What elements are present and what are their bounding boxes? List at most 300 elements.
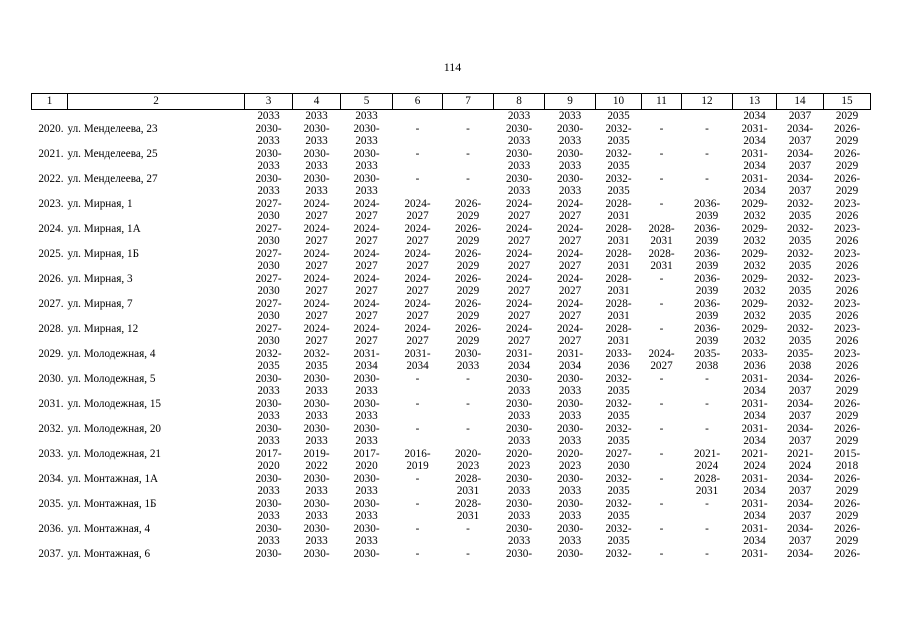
table-cell: 2027 xyxy=(558,310,582,322)
table-cell: 2030- xyxy=(255,122,282,135)
table-cell: - xyxy=(466,372,470,385)
table-cell: 2019- xyxy=(303,447,330,460)
table-cell: - xyxy=(659,172,664,185)
row-number: 2034. xyxy=(38,472,64,485)
column-header: 4 xyxy=(293,94,341,110)
table-cell: 2033 xyxy=(257,410,280,422)
row-address-empty xyxy=(68,285,245,298)
table-cell: 2024- xyxy=(353,247,380,260)
table-cell: 2035 xyxy=(607,410,630,422)
table-cell: 2033 xyxy=(305,110,328,122)
table-cell: 2027- xyxy=(255,247,282,260)
table-cell xyxy=(393,535,443,548)
table-row-continuation xyxy=(32,310,871,323)
table-row-continuation xyxy=(32,485,871,498)
table-cell: 2033 xyxy=(558,485,582,497)
table-cell: 2024- xyxy=(505,197,533,210)
table-cell: 2030- xyxy=(556,147,584,160)
table-cell: 2024- xyxy=(556,297,584,310)
table-cell: 2027 xyxy=(558,260,582,272)
column-header: 12 xyxy=(682,94,733,110)
table-cell: 2033 xyxy=(305,535,328,547)
table-cell: 2034- xyxy=(786,122,814,135)
column-header: 8 xyxy=(494,94,545,110)
table-cell: 2033 xyxy=(355,510,378,522)
table-cell: 2033 xyxy=(355,410,378,422)
row-address: ул. Монтажная, 1Б xyxy=(67,497,157,510)
table-cell: 2026- xyxy=(454,247,482,260)
table-cell: 2036- xyxy=(693,272,721,285)
table-cell: 2032 xyxy=(743,310,766,322)
table-cell: 2023- xyxy=(833,297,861,310)
table-cell xyxy=(393,410,443,423)
table-cell: 2022 xyxy=(305,460,328,472)
table-row xyxy=(32,123,871,136)
table-cell: 2027 xyxy=(406,260,429,272)
table-cell: 2035- xyxy=(693,347,721,360)
table-cell: 2030- xyxy=(556,172,584,185)
row-number: 2020. xyxy=(38,122,64,135)
table-cell xyxy=(642,110,682,123)
table-cell: - xyxy=(659,472,664,485)
table-cell: - xyxy=(659,372,664,385)
table-cell: 2033- xyxy=(605,347,632,360)
table-cell: 2020 xyxy=(257,460,280,472)
table-cell: 2024- xyxy=(505,297,533,310)
table-cell xyxy=(642,135,682,148)
row-number: 2026. xyxy=(38,272,64,285)
table-cell: 2033 xyxy=(507,135,531,147)
table-cell: 2030- xyxy=(303,522,330,535)
table-cell: 2031 xyxy=(607,285,630,297)
table-cell: - xyxy=(659,522,664,535)
table-cell: 2030- xyxy=(353,397,380,410)
table-row-continuation xyxy=(32,385,871,398)
table-cell: 2031 xyxy=(607,210,630,222)
table-row-continuation xyxy=(32,160,871,173)
table-row-continuation xyxy=(32,460,871,473)
table-cell: 2024 xyxy=(788,460,812,472)
table-cell: 2030- xyxy=(353,497,380,510)
table-cell: - xyxy=(415,122,420,135)
table-cell: 2027- xyxy=(255,272,282,285)
table-cell: 2032- xyxy=(605,122,632,135)
table-cell: 2033 xyxy=(305,185,328,197)
table-cell: - xyxy=(659,147,664,160)
table-cell: 2027 xyxy=(355,210,378,222)
table-cell: 2033 xyxy=(507,535,531,547)
table-cell: 2035 xyxy=(607,185,630,197)
table-cell: - xyxy=(705,372,709,385)
column-header: 6 xyxy=(393,94,443,110)
row-address-empty xyxy=(68,310,245,323)
table-cell: 2031 xyxy=(650,235,673,247)
table-cell: 2033 xyxy=(305,485,328,497)
table-cell: 2030- xyxy=(303,122,330,135)
table-cell: 2029 xyxy=(456,210,480,222)
table-cell: 2039 xyxy=(695,310,719,322)
row-number-empty xyxy=(32,310,68,323)
table-cell: 2034- xyxy=(786,547,814,560)
table-cell: 2017- xyxy=(353,447,380,460)
table-cell: 2034 xyxy=(743,185,766,197)
row-number-empty xyxy=(32,260,68,273)
table-cell: 2031 xyxy=(650,260,673,272)
table-cell: - xyxy=(466,547,470,560)
table-cell: 2033 xyxy=(507,160,531,172)
row-address-empty xyxy=(68,235,245,248)
table-cell: 2024 xyxy=(743,460,766,472)
table-cell: 2030 xyxy=(607,460,630,472)
table-cell: 2039 xyxy=(695,235,719,247)
table-cell xyxy=(682,410,733,423)
row-address: ул. Мирная, 1 xyxy=(67,197,133,210)
table-cell: 2033 xyxy=(507,110,531,122)
table-cell: 2026- xyxy=(833,172,861,185)
table-cell: 2039 xyxy=(695,260,719,272)
row-number: 2033. xyxy=(38,447,64,460)
table-cell: 2033 xyxy=(355,535,378,547)
table-cell xyxy=(393,185,443,198)
table-cell: 2029- xyxy=(741,322,768,335)
table-cell: 2027 xyxy=(305,310,328,322)
table-cell: 2037 xyxy=(788,110,812,122)
table-cell: 2033 xyxy=(507,510,531,522)
table-cell: 2030- xyxy=(556,397,584,410)
column-header: 14 xyxy=(777,94,824,110)
table-cell: 2023- xyxy=(833,222,861,235)
table-row xyxy=(32,423,871,436)
table-cell: 2031 xyxy=(456,510,480,522)
table-cell: 2031- xyxy=(741,147,768,160)
table-cell: 2027 xyxy=(507,285,531,297)
row-number: 2028. xyxy=(38,322,64,335)
table-cell: 2026- xyxy=(454,197,482,210)
row-number-empty xyxy=(32,460,68,473)
table-cell: 2026- xyxy=(454,322,482,335)
table-cell: 2029 xyxy=(456,285,480,297)
table-cell: 2033 xyxy=(355,135,378,147)
table-cell: 2032- xyxy=(605,422,632,435)
row-address: ул. Молодежная, 20 xyxy=(67,422,162,435)
table-cell: 2032- xyxy=(605,372,632,385)
table-cell: 2024- xyxy=(303,322,330,335)
table-row xyxy=(32,198,871,211)
table-cell xyxy=(443,410,494,423)
table-cell: 2030- xyxy=(353,122,380,135)
table-cell: 2030- xyxy=(255,372,282,385)
table-cell: 2027 xyxy=(305,235,328,247)
table-cell xyxy=(443,110,494,123)
table-cell: - xyxy=(415,372,420,385)
table-cell: 2031- xyxy=(741,497,768,510)
table-cell: 2037 xyxy=(788,385,812,397)
table-cell: 2033 xyxy=(257,485,280,497)
table-cell: 2030- xyxy=(505,397,533,410)
table-cell: 2034 xyxy=(743,160,766,172)
table-row-continuation xyxy=(32,110,871,123)
table-cell: 2027 xyxy=(305,210,328,222)
table-cell: 2026- xyxy=(833,147,861,160)
table-row xyxy=(32,298,871,311)
table-cell: 2027 xyxy=(355,235,378,247)
table-cell: 2027 xyxy=(507,260,531,272)
table-cell: 2037 xyxy=(788,160,812,172)
table-row-continuation xyxy=(32,535,871,548)
table-cell: 2020- xyxy=(556,447,584,460)
table-cell: 2020- xyxy=(454,447,482,460)
table-cell: 2029- xyxy=(741,247,768,260)
table-cell: 2030- xyxy=(303,547,330,560)
row-address-empty xyxy=(68,260,245,273)
table-cell xyxy=(682,110,733,123)
row-address-empty xyxy=(68,435,245,448)
table-cell: 2035 xyxy=(788,260,812,272)
table-cell: 2033 xyxy=(507,185,531,197)
table-cell: 2034 xyxy=(507,360,531,372)
table-cell: 2032 xyxy=(743,335,766,347)
table-cell: 2028- xyxy=(454,497,482,510)
table-cell: 2023- xyxy=(833,322,861,335)
table-cell: 2032 xyxy=(743,260,766,272)
header-row xyxy=(32,94,871,110)
table-cell: 2023- xyxy=(833,197,861,210)
table-cell: 2031- xyxy=(741,122,768,135)
table-cell: 2032- xyxy=(786,247,814,260)
table-cell: 2020 xyxy=(355,460,378,472)
table-cell: 2035 xyxy=(607,435,630,447)
table-cell: 2030- xyxy=(255,397,282,410)
table-cell: 2036- xyxy=(693,222,721,235)
table-cell xyxy=(443,535,494,548)
table-row-continuation xyxy=(32,285,871,298)
table-cell: - xyxy=(659,497,664,510)
column-header: 13 xyxy=(733,94,777,110)
table-cell: 2024- xyxy=(556,222,584,235)
table-cell: 2035- xyxy=(786,347,814,360)
table-cell: - xyxy=(415,522,420,535)
table-cell: 2034 xyxy=(743,410,766,422)
table-cell xyxy=(642,510,682,523)
table-cell: 2030- xyxy=(505,122,533,135)
table-cell: 2027 xyxy=(406,335,429,347)
table-cell: 2032- xyxy=(786,197,814,210)
table-cell: 2033 xyxy=(507,410,531,422)
table-cell: 2027 xyxy=(507,335,531,347)
table-cell: 2035 xyxy=(257,360,280,372)
table-cell xyxy=(682,435,733,448)
table-cell: 2034 xyxy=(743,110,766,122)
table-cell: - xyxy=(659,297,664,310)
table-cell: 2030- xyxy=(505,472,533,485)
table-cell: 2033 xyxy=(355,185,378,197)
table-cell: 2033 xyxy=(558,535,582,547)
table-cell: 2031- xyxy=(741,397,768,410)
table-row-continuation xyxy=(32,210,871,223)
table-cell: 2032 xyxy=(743,210,766,222)
table-cell: 2035 xyxy=(607,510,630,522)
row-number-empty xyxy=(32,435,68,448)
table-cell: 2018 xyxy=(835,460,859,472)
table-cell: 2032- xyxy=(786,322,814,335)
row-address-empty xyxy=(68,535,245,548)
table-cell xyxy=(642,185,682,198)
table-cell: 2024- xyxy=(556,322,584,335)
table-cell: 2027 xyxy=(355,285,378,297)
table-cell: 2027 xyxy=(558,210,582,222)
table-cell: 2030- xyxy=(255,172,282,185)
table-row-continuation xyxy=(32,135,871,148)
table-cell: - xyxy=(466,147,470,160)
table-cell: 2031 xyxy=(456,485,480,497)
table-cell: 2034 xyxy=(558,360,582,372)
table-cell: - xyxy=(659,447,664,460)
table-cell: 2031 xyxy=(607,335,630,347)
table-cell: 2026- xyxy=(454,272,482,285)
table-cell xyxy=(393,110,443,123)
table-cell: - xyxy=(466,522,470,535)
row-address: ул. Мирная, 12 xyxy=(67,322,139,335)
row-number-empty xyxy=(32,510,68,523)
row-number: 2023. xyxy=(38,197,64,210)
table-cell: 2026- xyxy=(454,222,482,235)
table-cell: 2019 xyxy=(406,460,429,472)
table-cell: 2017- xyxy=(255,447,282,460)
table-cell xyxy=(393,485,443,498)
table-cell: 2026- xyxy=(833,497,861,510)
table-cell: 2030- xyxy=(255,522,282,535)
table-cell: 2027 xyxy=(650,360,673,372)
table-cell: 2031- xyxy=(556,347,584,360)
table-cell: 2028- xyxy=(648,222,675,235)
table-cell: 2035 xyxy=(607,110,630,122)
table-cell: 2024- xyxy=(303,297,330,310)
table-cell: 2024- xyxy=(353,222,380,235)
table-cell xyxy=(642,285,682,298)
row-number: 2025. xyxy=(38,247,64,260)
table-cell: 2030- xyxy=(505,147,533,160)
table-row xyxy=(32,148,871,161)
row-address: ул. Мирная, 3 xyxy=(67,272,133,285)
table-cell: 2023- xyxy=(833,247,861,260)
table-cell: 2031- xyxy=(741,547,768,560)
row-number-empty xyxy=(32,160,68,173)
table-row-continuation xyxy=(32,360,871,373)
table-cell: 2034- xyxy=(786,422,814,435)
table-cell xyxy=(642,460,682,473)
table-cell: 2036 xyxy=(607,360,630,372)
row-number-empty xyxy=(32,235,68,248)
table-cell: 2033 xyxy=(305,410,328,422)
table-cell: 2037 xyxy=(788,485,812,497)
table-cell: 2029 xyxy=(835,385,859,397)
table-cell: 2037 xyxy=(788,510,812,522)
row-number-empty xyxy=(32,360,68,373)
table-cell: 2026- xyxy=(833,122,861,135)
table-cell: 2029 xyxy=(835,410,859,422)
table-cell: - xyxy=(659,547,664,560)
table-cell: 2024- xyxy=(404,197,431,210)
table-cell: 2029 xyxy=(835,185,859,197)
table-cell: 2030- xyxy=(255,147,282,160)
table-row xyxy=(32,323,871,336)
table-cell: 2030- xyxy=(255,547,282,560)
table-cell: 2027- xyxy=(255,297,282,310)
table-cell xyxy=(642,385,682,398)
table-cell: 2033 xyxy=(558,510,582,522)
row-number: 2030. xyxy=(38,372,64,385)
table-cell: 2024- xyxy=(303,272,330,285)
table-cell xyxy=(393,385,443,398)
table-cell: 2027 xyxy=(355,335,378,347)
table-cell: 2026- xyxy=(833,397,861,410)
row-number: 2032. xyxy=(38,422,64,435)
table-cell: 2033 xyxy=(507,385,531,397)
table-cell: 2021- xyxy=(741,447,768,460)
table-cell: 2031- xyxy=(741,522,768,535)
table-cell: 2030- xyxy=(353,522,380,535)
table-cell: 2023- xyxy=(833,272,861,285)
table-cell: 2030- xyxy=(303,497,330,510)
table-cell: 2039 xyxy=(695,335,719,347)
row-number: 2036. xyxy=(38,522,64,535)
table-cell: 2032- xyxy=(303,347,330,360)
row-address: ул. Молодежная, 21 xyxy=(67,447,162,460)
table-cell xyxy=(682,185,733,198)
table-cell: 2038 xyxy=(788,360,812,372)
table-cell: 2028- xyxy=(454,472,482,485)
table-row xyxy=(32,448,871,461)
table-cell: 2024- xyxy=(404,322,431,335)
page-number: 114 xyxy=(443,60,462,74)
table-cell: 2023 xyxy=(507,460,531,472)
table-cell: 2033 xyxy=(257,135,280,147)
table-cell: 2027 xyxy=(305,335,328,347)
table-cell: 2030 xyxy=(257,335,280,347)
table-cell: 2035 xyxy=(788,285,812,297)
row-number-empty xyxy=(32,135,68,148)
row-address: ул. Менделеева, 23 xyxy=(67,122,158,135)
table-cell xyxy=(642,335,682,348)
table-cell: - xyxy=(705,497,709,510)
row-address-empty xyxy=(68,210,245,223)
table-cell: 2030- xyxy=(353,547,380,560)
table-cell: 2026 xyxy=(835,360,859,372)
table-cell: 2021- xyxy=(786,447,814,460)
table-cell: 2029 xyxy=(835,110,859,122)
row-address-empty xyxy=(68,335,245,348)
table-cell: 2033 xyxy=(257,160,280,172)
table-cell xyxy=(443,135,494,148)
table-cell: 2029 xyxy=(835,435,859,447)
table-cell: 2026 xyxy=(835,235,859,247)
table-cell: 2033 xyxy=(558,135,582,147)
table-row-continuation xyxy=(32,260,871,273)
row-number-empty xyxy=(32,535,68,548)
table-cell: 2032- xyxy=(786,222,814,235)
table-cell: 2033 xyxy=(355,110,378,122)
table-cell: 2037 xyxy=(788,185,812,197)
table-cell: 2034 xyxy=(743,510,766,522)
table-cell: 2030- xyxy=(556,122,584,135)
table-row xyxy=(32,498,871,511)
table-cell: 2030- xyxy=(303,422,330,435)
table-cell: 2024- xyxy=(505,222,533,235)
row-number-empty xyxy=(32,185,68,198)
table-cell xyxy=(642,535,682,548)
row-address-empty xyxy=(68,460,245,473)
column-header: 7 xyxy=(443,94,494,110)
